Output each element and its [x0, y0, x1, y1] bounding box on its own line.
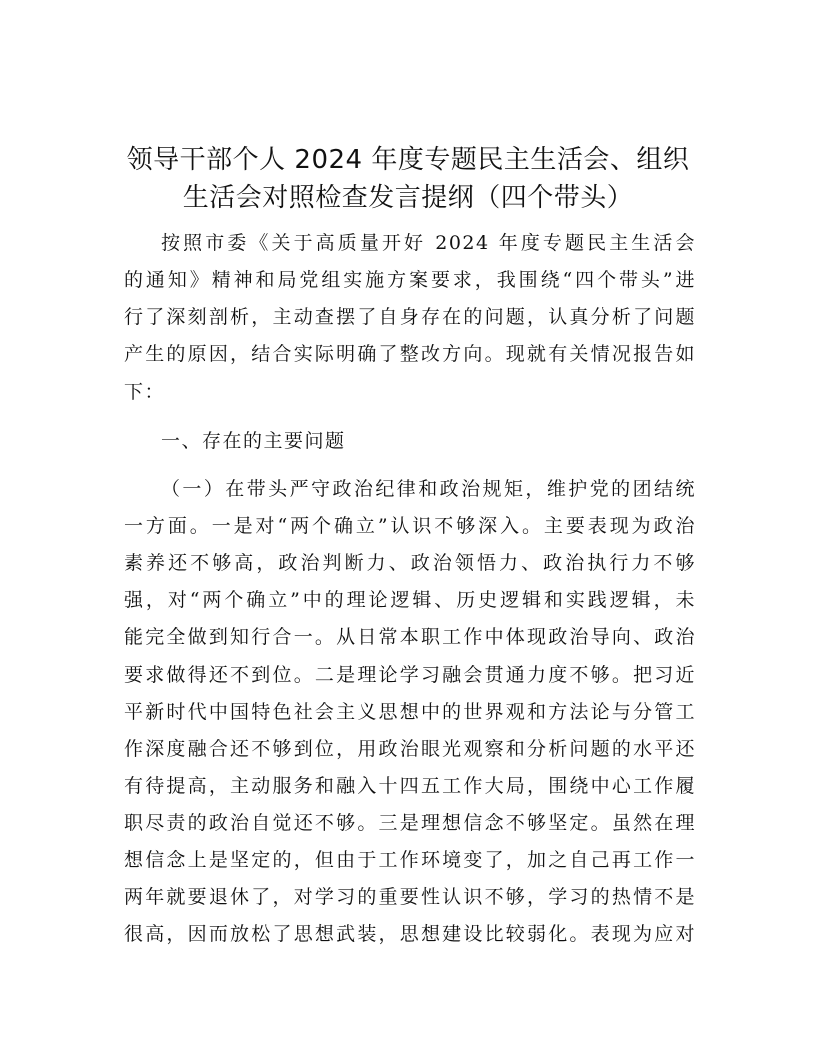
body-line: 素养还不够高，政治判断力、政治领悟力、政治执行力不够: [124, 552, 696, 574]
body-line: 两年就要退休了，对学习的重要性认识不够，学习的热情不是: [124, 886, 696, 908]
body-line: （一）在带头严守政治纪律和政治规矩，维护党的团结统: [161, 478, 696, 500]
body-line: 能完全做到知行合一。从日常本职工作中体现政治导向、政治: [124, 626, 696, 648]
intro-line: 按照市委《关于高质量开好 2024 年度专题民主生活会: [161, 232, 696, 254]
body-line: 一方面。一是对“两个确立”认识不够深入。主要表现为政治: [124, 515, 696, 537]
body-line: 平新时代中国特色社会主义思想中的世界观和方法论与分管工: [124, 701, 696, 723]
body-line: 职尽责的政治自觉还不够。三是理想信念不够坚定。虽然在理: [124, 812, 696, 834]
body-line: 很高，因而放松了思想武装，思想建设比较弱化。表现为应对: [124, 923, 696, 945]
intro-line: 下：: [124, 381, 166, 403]
body-line: 想信念上是坚定的，但由于工作环境变了，加之自己再工作一: [124, 849, 696, 871]
body-line: 要求做得还不到位。二是理论学习融会贯通力度不够。把习近: [124, 664, 696, 686]
document-title-line-1: 领导干部个人 2024 年度专题民主生活会、组织: [126, 145, 690, 175]
body-line: 有待提高，主动服务和融入十四五工作大局，围绕中心工作履: [124, 775, 696, 797]
intro-line: 行了深刻剖析，主动查摆了自身存在的问题，认真分析了问题: [124, 306, 696, 328]
section-heading: 一、存在的主要问题: [161, 430, 346, 452]
body-line: 作深度融合还不够到位，用政治眼光观察和分析问题的水平还: [124, 738, 696, 760]
intro-line: 产生的原因，结合实际明确了整改方向。现就有关情况报告如: [124, 343, 696, 365]
document-title-line-2: 生活会对照检查发言提纲（四个带头）: [182, 183, 634, 213]
intro-line: 的通知》精神和局党组实施方案要求，我围绕“四个带头”进: [124, 269, 696, 291]
body-line: 强，对“两个确立”中的理论逻辑、历史逻辑和实践逻辑，未: [124, 589, 696, 611]
